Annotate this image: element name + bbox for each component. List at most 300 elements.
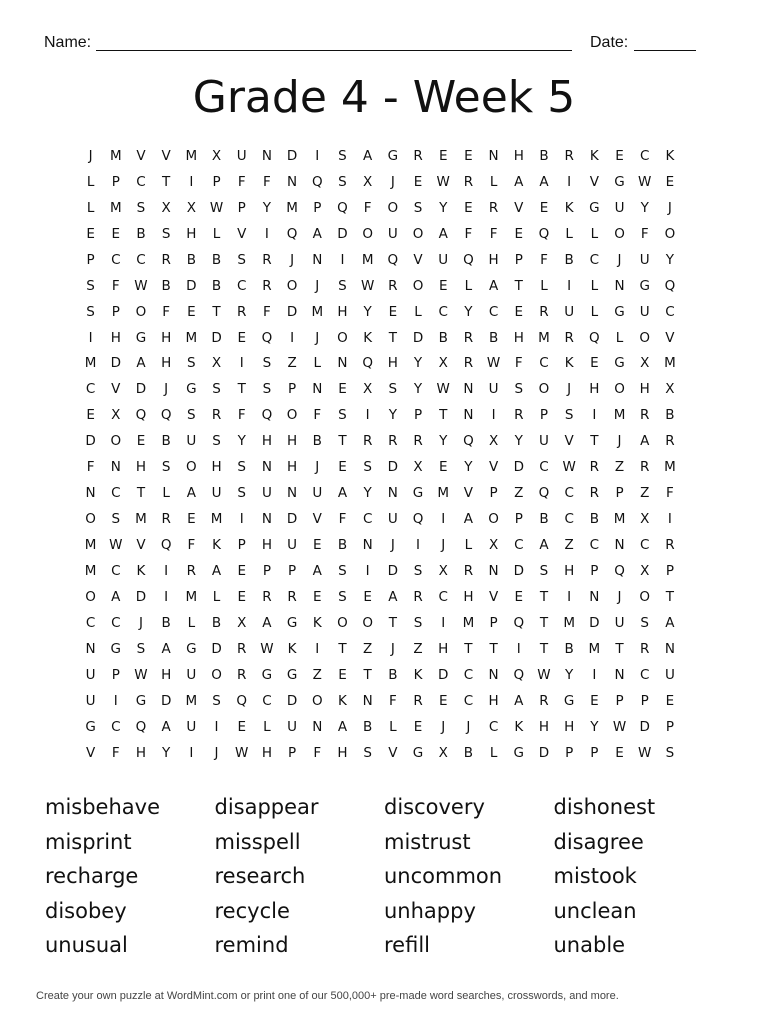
grid-letter: U — [186, 666, 197, 683]
grid-letter: P — [262, 562, 271, 579]
grid-letter: I — [567, 277, 572, 294]
grid-letter: V — [488, 459, 499, 476]
grid-letter: E — [615, 147, 624, 164]
grid-letter: L — [590, 277, 599, 294]
grid-letter: V — [514, 199, 524, 216]
grid-letter: D — [160, 692, 172, 709]
grid-letter: D — [286, 692, 298, 709]
grid-letter: E — [187, 511, 196, 528]
grid-letter: T — [514, 277, 523, 294]
grid-letter: J — [138, 614, 143, 631]
grid-letter: F — [111, 277, 120, 294]
word-list-item: recharge — [45, 864, 139, 889]
word-list-item: unable — [553, 933, 626, 958]
grid-letter: M — [185, 329, 198, 346]
grid-letter: L — [313, 355, 322, 372]
grid-letter: C — [564, 511, 574, 528]
grid-letter: O — [135, 303, 147, 320]
grid-letter: P — [288, 562, 297, 579]
grid-letter: U — [639, 303, 650, 320]
grid-letter: F — [86, 459, 95, 476]
grid-letter: D — [135, 588, 147, 605]
grid-letter: F — [313, 744, 322, 761]
grid-letter: O — [362, 225, 373, 242]
grid-letter: L — [187, 614, 196, 631]
grid-letter: U — [438, 251, 449, 268]
grid-letter: R — [463, 173, 474, 190]
grid-letter: M — [109, 147, 122, 164]
grid-letter: A — [312, 562, 322, 579]
grid-letter: B — [488, 329, 499, 346]
grid-letter: K — [136, 562, 146, 579]
grid-letter: Z — [514, 485, 524, 502]
grid-letter: T — [338, 433, 347, 450]
grid-letter: C — [362, 511, 373, 528]
grid-letter: Q — [664, 277, 676, 294]
grid-letter: R — [665, 433, 675, 450]
grid-letter: P — [313, 199, 322, 216]
grid-letter: S — [413, 199, 423, 216]
grid-letter: D — [387, 562, 399, 579]
grid-letter: U — [614, 199, 625, 216]
grid-letter: C — [463, 666, 474, 683]
grid-letter: S — [338, 277, 347, 294]
grid-letter: U — [186, 433, 197, 450]
word-list-item: mistrust — [384, 829, 471, 854]
grid-letter: K — [665, 147, 675, 164]
grid-letter: X — [161, 199, 171, 216]
grid-letter: S — [363, 459, 372, 476]
grid-letter: S — [86, 277, 95, 294]
grid-letter: T — [439, 407, 448, 424]
grid-letter: R — [161, 251, 171, 268]
grid-letter: J — [466, 718, 471, 735]
grid-letter: S — [338, 173, 347, 190]
grid-letter: H — [463, 588, 474, 605]
grid-letter: A — [665, 614, 675, 631]
grid-letter: S — [640, 614, 649, 631]
grid-letter: W — [612, 718, 627, 735]
grid-letter: R — [413, 588, 423, 605]
grid-letter: S — [161, 459, 171, 476]
grid-letter: B — [211, 614, 222, 631]
grid-letter: M — [84, 562, 97, 579]
grid-letter: H — [387, 355, 398, 372]
grid-letter: T — [338, 640, 347, 657]
grid-letter: L — [162, 485, 170, 502]
grid-letter: E — [590, 355, 599, 372]
grid-letter: B — [136, 225, 146, 242]
grid-letter: R — [514, 407, 524, 424]
grid-letter: K — [564, 199, 574, 216]
grid-letter: P — [615, 485, 624, 502]
grid-letter: B — [564, 640, 574, 657]
grid-letter: W — [209, 199, 224, 216]
word-list-item: mistook — [553, 864, 637, 889]
grid-letter: H — [513, 147, 524, 164]
grid-letter: V — [488, 588, 499, 605]
grid-letter: B — [463, 744, 474, 761]
grid-letter: X — [640, 511, 650, 528]
grid-letter: B — [312, 433, 322, 450]
grid-letter: U — [287, 718, 298, 735]
grid-letter: K — [564, 355, 574, 372]
grid-letter: H — [564, 718, 575, 735]
grid-letter: I — [667, 511, 672, 528]
grid-letter: E — [237, 588, 246, 605]
grid-letter: X — [438, 744, 448, 761]
grid-letter: Z — [614, 459, 625, 476]
grid-letter: S — [212, 433, 221, 450]
grid-letter: O — [664, 225, 676, 242]
grid-letter: W — [486, 355, 501, 372]
grid-letter: S — [212, 692, 221, 709]
grid-letter: R — [463, 355, 474, 372]
grid-letter: R — [564, 329, 574, 346]
grid-letter: S — [187, 355, 196, 372]
grid-letter: H — [261, 433, 272, 450]
grid-letter: I — [113, 692, 118, 709]
grid-letter: H — [261, 744, 272, 761]
grid-letter: T — [388, 614, 397, 631]
grid-letter: X — [438, 355, 448, 372]
grid-letter: H — [110, 329, 121, 346]
grid-letter: U — [639, 251, 650, 268]
grid-letter: C — [488, 303, 499, 320]
grid-letter: Q — [463, 251, 474, 268]
word-list — [45, 790, 723, 963]
grid-letter: N — [337, 355, 348, 372]
grid-letter: R — [589, 459, 600, 476]
grid-letter: E — [237, 718, 246, 735]
grid-letter: F — [162, 303, 171, 320]
grid-letter: A — [539, 537, 549, 554]
grid-letter: C — [111, 251, 121, 268]
grid-letter: N — [614, 666, 625, 683]
grid-letter: X — [211, 355, 222, 372]
grid-letter: H — [564, 562, 575, 579]
grid-letter: W — [134, 277, 148, 294]
grid-letter: M — [210, 511, 223, 528]
grid-letter: S — [338, 147, 347, 164]
grid-letter: P — [237, 537, 246, 554]
grid-letter: Q — [412, 511, 424, 528]
grid-letter: A — [136, 355, 146, 372]
grid-letter: F — [313, 407, 322, 424]
grid-letter: X — [363, 173, 373, 190]
grid-letter: E — [111, 225, 121, 242]
grid-letter: G — [513, 744, 525, 761]
grid-letter: S — [187, 407, 196, 424]
grid-letter: R — [237, 303, 247, 320]
grid-letter: G — [261, 666, 273, 683]
grid-letter: Q — [589, 329, 600, 346]
grid-letter: I — [239, 355, 244, 372]
word-list-item: unhappy — [384, 898, 476, 923]
grid-letter: S — [161, 225, 171, 242]
grid-letter: N — [362, 692, 373, 709]
grid-letter: G — [186, 381, 197, 398]
grid-letter: S — [86, 303, 95, 320]
grid-letter: D — [538, 744, 550, 761]
grid-letter: S — [539, 562, 549, 579]
grid-letter: J — [88, 147, 93, 164]
grid-letter: P — [489, 614, 498, 631]
grid-letter: T — [489, 640, 498, 657]
grid-letter: V — [237, 225, 247, 242]
grid-letter: Q — [362, 355, 373, 372]
grid-letter: M — [613, 511, 626, 528]
grid-letter: E — [363, 588, 372, 605]
grid-letter: R — [589, 485, 600, 502]
grid-letter: I — [365, 562, 370, 579]
grid-letter: G — [135, 329, 147, 346]
grid-letter: S — [413, 562, 423, 579]
grid-letter: L — [263, 718, 271, 735]
grid-letter: C — [463, 692, 474, 709]
grid-letter: E — [590, 692, 599, 709]
word-list-item: uncommon — [384, 864, 503, 889]
grid-letter: K — [287, 640, 297, 657]
grid-letter: Q — [614, 562, 625, 579]
date-field-line — [634, 50, 696, 51]
grid-letter: F — [640, 225, 649, 242]
grid-letter: J — [390, 537, 395, 554]
grid-letter: F — [388, 692, 397, 709]
grid-letter: Y — [590, 718, 599, 735]
grid-letter: P — [86, 251, 95, 268]
grid-letter: H — [513, 329, 524, 346]
grid-letter: A — [363, 147, 373, 164]
grid-letter: G — [135, 692, 147, 709]
grid-letter: H — [135, 744, 147, 761]
grid-letter: O — [614, 381, 625, 398]
grid-letter: E — [514, 588, 524, 605]
grid-letter: O — [412, 277, 424, 294]
grid-letter: A — [337, 485, 348, 502]
grid-letter: G — [286, 666, 298, 683]
grid-letter: L — [590, 303, 599, 320]
grid-letter: I — [264, 225, 269, 242]
grid-letter: J — [441, 718, 446, 735]
grid-letter: I — [189, 173, 194, 190]
word-list-item: dishonest — [553, 795, 656, 820]
grid-letter: D — [211, 329, 222, 346]
grid-letter: V — [161, 147, 171, 164]
grid-letter: P — [514, 511, 523, 528]
grid-letter: P — [288, 744, 297, 761]
grid-letter: R — [287, 588, 297, 605]
grid-letter: E — [438, 692, 448, 709]
grid-letter: H — [287, 433, 298, 450]
grid-letter: Y — [464, 303, 473, 320]
grid-letter: Q — [286, 225, 298, 242]
grid-letter: C — [136, 173, 146, 190]
grid-letter: I — [441, 511, 446, 528]
word-list-item: misspell — [214, 829, 301, 854]
grid-letter: C — [589, 537, 600, 554]
grid-letter: G — [589, 199, 600, 216]
grid-letter: G — [412, 485, 424, 502]
grid-letter: H — [287, 459, 298, 476]
grid-letter: U — [211, 485, 222, 502]
grid-letter: Y — [363, 303, 372, 320]
grid-letter: U — [387, 225, 398, 242]
grid-letter: F — [111, 744, 120, 761]
grid-letter: Q — [236, 692, 248, 709]
grid-letter: S — [111, 511, 121, 528]
grid-letter: P — [111, 303, 120, 320]
grid-letter: N — [312, 718, 323, 735]
grid-letter: Z — [564, 537, 574, 554]
grid-letter: N — [463, 407, 474, 424]
grid-letter: H — [488, 251, 499, 268]
grid-letter: B — [438, 329, 448, 346]
grid-letter: L — [489, 173, 498, 190]
grid-letter: M — [462, 614, 475, 631]
grid-letter: C — [589, 251, 600, 268]
grid-letter: V — [463, 485, 474, 502]
grid-letter: I — [567, 173, 572, 190]
grid-letter: E — [514, 303, 524, 320]
grid-letter: M — [538, 329, 550, 346]
grid-letter: E — [237, 329, 246, 346]
grid-letter: Y — [413, 355, 423, 372]
grid-letter: P — [565, 744, 574, 761]
grid-letter: Q — [387, 251, 399, 268]
grid-letter: C — [665, 303, 675, 320]
grid-letter: T — [539, 614, 549, 631]
grid-letter: T — [464, 640, 473, 657]
grid-letter: N — [312, 251, 323, 268]
grid-letter: S — [212, 381, 221, 398]
grid-letter: S — [136, 199, 146, 216]
grid-letter: X — [665, 381, 675, 398]
grid-letter: A — [161, 718, 171, 735]
grid-letter: Q — [160, 537, 172, 554]
grid-letter: J — [390, 173, 395, 190]
word-list-item: unclean — [553, 898, 637, 923]
grid-letter: H — [261, 537, 272, 554]
name-label: Name: — [44, 34, 92, 51]
grid-letter: P — [615, 692, 624, 709]
grid-letter: A — [262, 614, 272, 631]
grid-letter: L — [615, 329, 624, 346]
grid-letter: U — [488, 381, 499, 398]
grid-letter: J — [315, 329, 320, 346]
header — [44, 32, 696, 56]
grid-letter: T — [665, 588, 675, 605]
grid-letter: P — [514, 251, 523, 268]
grid-letter: B — [211, 251, 222, 268]
grid-letter: D — [286, 303, 298, 320]
grid-letter: T — [212, 303, 221, 320]
grid-letter: E — [665, 173, 675, 190]
grid-letter: I — [340, 251, 345, 268]
grid-letter: L — [464, 537, 473, 554]
grid-letter: C — [85, 381, 96, 398]
grid-letter: P — [237, 199, 246, 216]
grid-letter: B — [589, 511, 599, 528]
grid-letter: O — [311, 692, 323, 709]
grid-letter: D — [513, 459, 524, 476]
grid-letter: P — [665, 718, 674, 735]
grid-letter: M — [185, 147, 198, 164]
grid-letter: J — [214, 744, 219, 761]
grid-letter: B — [337, 537, 348, 554]
grid-letter: S — [514, 381, 524, 398]
grid-letter: H — [161, 666, 172, 683]
word-list-item: remind — [214, 933, 289, 958]
grid-letter: M — [109, 199, 122, 216]
word-list-item: discovery — [384, 795, 485, 820]
word-list-item: unusual — [45, 933, 128, 958]
grid-letter: Y — [665, 251, 675, 268]
grid-letter: H — [438, 640, 449, 657]
grid-letter: N — [85, 485, 96, 502]
grid-letter: Z — [312, 666, 322, 683]
grid-letter: D — [639, 718, 650, 735]
grid-letter: T — [539, 640, 549, 657]
grid-letter: O — [538, 381, 550, 398]
word-list-item: misprint — [45, 829, 132, 854]
grid-letter: E — [514, 225, 524, 242]
letter-grid — [78, 143, 683, 766]
grid-letter: I — [290, 329, 295, 346]
grid-letter: B — [186, 251, 196, 268]
grid-letter: C — [640, 666, 650, 683]
grid-letter: E — [313, 588, 322, 605]
grid-letter: C — [514, 537, 524, 554]
grid-letter: B — [161, 277, 171, 294]
grid-letter: D — [85, 433, 96, 450]
grid-letter: N — [664, 640, 675, 657]
grid-letter: J — [164, 381, 169, 398]
grid-letter: R — [262, 251, 272, 268]
grid-letter: G — [563, 692, 575, 709]
grid-letter: I — [164, 588, 169, 605]
grid-letter: F — [464, 225, 473, 242]
grid-letter: J — [290, 251, 295, 268]
grid-letter: C — [640, 147, 650, 164]
grid-letter: G — [412, 744, 424, 761]
grid-letter: S — [338, 588, 347, 605]
grid-letter: X — [488, 537, 499, 554]
grid-letter: W — [562, 459, 576, 476]
grid-letter: N — [614, 537, 625, 554]
grid-letter: E — [665, 692, 675, 709]
grid-letter: A — [337, 718, 348, 735]
grid-letter: B — [363, 718, 373, 735]
grid-letter: L — [212, 588, 221, 605]
grid-letter: S — [237, 459, 246, 476]
grid-letter: O — [85, 588, 96, 605]
grid-letter: D — [286, 511, 298, 528]
grid-letter: I — [88, 329, 93, 346]
name-field-line — [96, 50, 572, 51]
grid-letter: A — [463, 511, 474, 528]
grid-letter: G — [186, 640, 197, 657]
page-title: Grade 4 - Week 5 — [192, 72, 576, 123]
grid-letter: J — [617, 433, 622, 450]
grid-letter: W — [537, 666, 551, 683]
grid-letter: Q — [160, 407, 172, 424]
word-list-item: disagree — [553, 829, 644, 854]
grid-letter: S — [262, 381, 272, 398]
grid-letter: K — [312, 614, 322, 631]
grid-letter: V — [564, 433, 574, 450]
grid-letter: Y — [640, 199, 649, 216]
